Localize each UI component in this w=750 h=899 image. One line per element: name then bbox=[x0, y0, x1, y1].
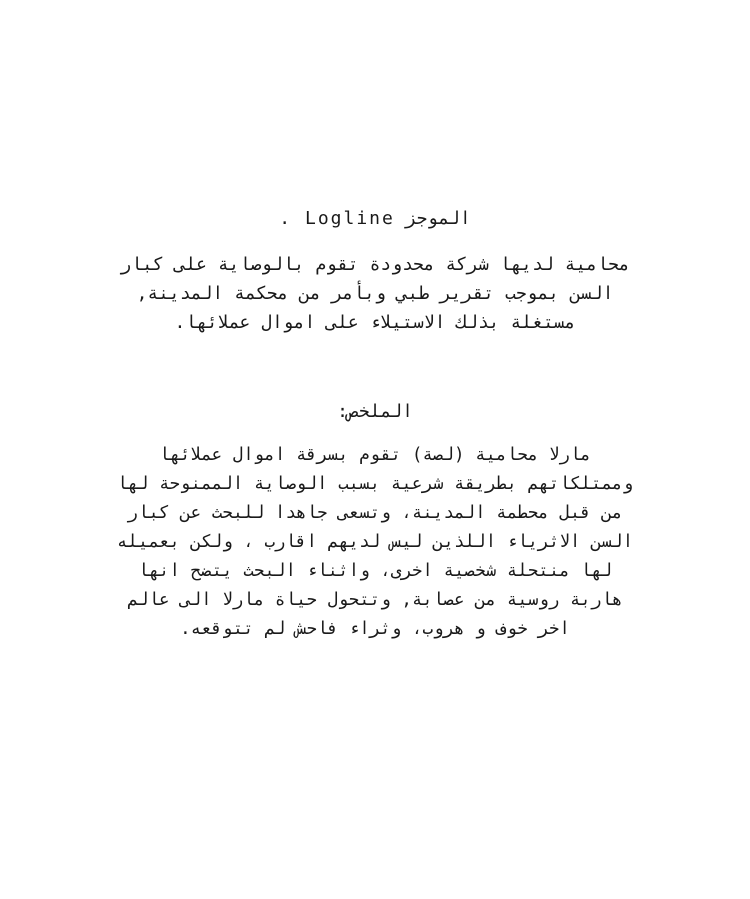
summary-line: مارلا محامية (لصة) تقوم بسرقة اموال عملائها bbox=[159, 445, 591, 465]
summary-line: هاربة روسية من عصابة, وتتحول حياة مارلا الى عالم bbox=[127, 590, 623, 610]
summary-line: السن الاثرياء اللذين ليس لديهم اقارب ، ولكن بعميله bbox=[116, 532, 634, 552]
logline-line: محامية لديها شركة محدودة تقوم بالوصاية على كبار bbox=[120, 254, 630, 275]
summary-heading bbox=[40, 397, 710, 426]
summary-paragraph bbox=[40, 441, 710, 644]
summary-line: من قبل محطمة المدينة، وتسعى جاهدا للبحث عن كبار bbox=[127, 503, 623, 523]
logline-line: مستغلة بذلك الاستيلاء على اموال عملائها. bbox=[174, 312, 576, 333]
logline-heading-text: الموجز Logline . bbox=[279, 208, 471, 229]
summary-heading-text: الملخص: bbox=[337, 401, 413, 422]
logline-line: السن بموجب تقرير طبي وبأمر من محكمة المدينة, bbox=[136, 283, 614, 304]
logline-paragraph bbox=[40, 250, 710, 337]
logline-heading bbox=[40, 204, 710, 233]
summary-line: اخر خوف و هروب، وثراء فاحش لم تتوقعه. bbox=[180, 619, 570, 639]
summary-line: وممتلكاتهم بطريقة شرعية بسبب الوصاية الممنوحة لها bbox=[116, 474, 634, 494]
summary-line: لها منتحلة شخصية اخرى، واثناء البحث يتضح انها bbox=[137, 561, 613, 581]
